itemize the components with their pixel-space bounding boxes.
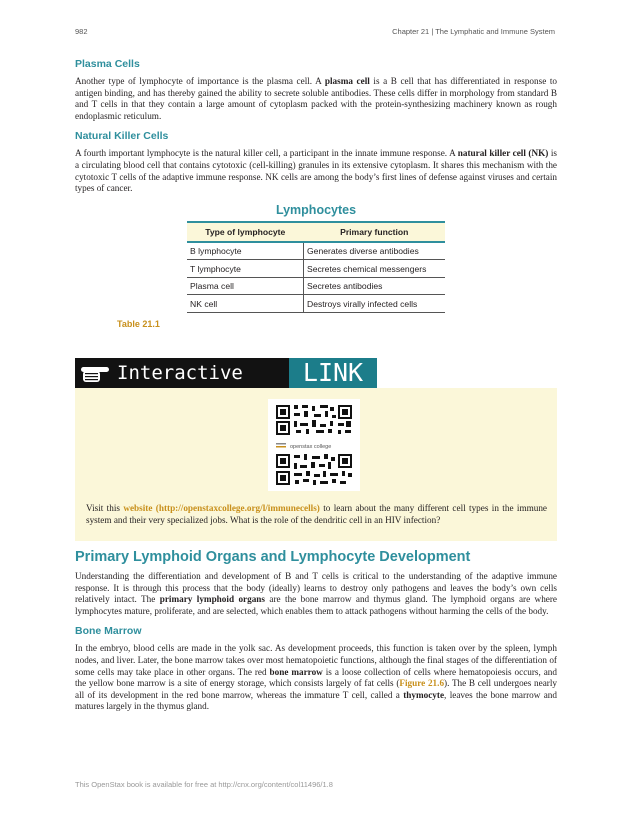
table-row: [187, 295, 445, 313]
table-cell: T lymphocyte: [187, 260, 304, 278]
interactive-word: Interactive: [117, 362, 243, 384]
table-row: [187, 242, 445, 260]
table-cell: NK cell: [187, 295, 304, 313]
lower-content: [75, 549, 557, 721]
table-cell: Generates diverse antibodies: [304, 242, 446, 260]
interactive-link-banner: [75, 358, 377, 388]
interactive-link-text: Visit this website (http://openstaxcollege.org/l/immunecells) to learn about the many different cell types in the immune system and their very specialized jobs. What is the role of the dendritic cell in an HIV infection?: [86, 503, 548, 525]
lymphocytes-table-block: [117, 202, 445, 329]
plasma-cells-heading: Plasma Cells: [75, 58, 140, 70]
link-word: LINK: [289, 358, 377, 388]
plasma-cells-paragraph: Another type of lymphocyte of importance is the plasma cell. A plasma cell is a B cell that has differentiated in response to antigen binding, and has thereby gained the ability to secrete soluble antibodies. These cells differ in morphology from standard B and T cells in that they contain a large amount of cytoplasm packed with the protein-synthesizing machinery known as rough endoplasmic reticulum.: [75, 76, 557, 121]
qr-code-block[interactable]: [268, 399, 360, 491]
chapter-title: Chapter 21 | The Lymphatic and Immune System: [392, 27, 555, 36]
table-row: [187, 260, 445, 278]
primary-lymphoid-heading: Primary Lymphoid Organs and Lymphocyte Development: [75, 549, 471, 565]
table-cell: Destroys virally infected cells: [304, 295, 446, 313]
qr-code-icon: [268, 399, 360, 491]
interactive-label-block: [75, 358, 289, 388]
upper-content: [75, 58, 557, 329]
pointing-hand-icon: [75, 358, 115, 388]
lymphocytes-table: [187, 221, 445, 313]
figure-link[interactable]: Figure 21.6: [399, 678, 445, 689]
table-cell: B lymphocyte: [187, 242, 304, 260]
nk-cells-heading: Natural Killer Cells: [75, 130, 169, 143]
website-link[interactable]: website (http://openstaxcollege.org/l/immunecells): [123, 503, 320, 513]
bone-marrow-heading: Bone Marrow: [75, 625, 142, 638]
nk-cells-paragraph: A fourth important lymphocyte is the natural killer cell, a participant in the innate immune response. A natural killer cell (NK) is a circulating blood cell that contains cytotoxic (cell-killing) granules in its extensive cytoplasm. It shares this mechanism with the cytotoxic T cells of the adaptive immune response. NK cells are among the body’s first lines of defense against viruses and certain types of cancer.: [75, 148, 557, 194]
table-cell: Secretes antibodies: [304, 277, 446, 295]
table-cell: Plasma cell: [187, 277, 304, 295]
primary-lymphoid-paragraph: Understanding the differentiation and development of B and T cells is critical to the understanding of the adaptive immune response. It is through this process that the body (ideally) learns to destroy only pathogens and leaves the body’s own cells relatively intact. The primary lymphoid organs are the bone marrow and thymus gland. The lymphoid organs are where lymphocytes mature, proliferate, and are selected, which enables them to attack pathogens without harming the cells of the body.: [75, 571, 558, 616]
page-footer: This OpenStax book is available for free at http://cnx.org/content/col11496/1.8: [75, 780, 333, 789]
table-title: Lymphocytes: [275, 202, 357, 217]
table-caption: Table 21.1: [117, 318, 160, 329]
column-header-function: Primary function: [304, 222, 446, 242]
table-row: [187, 277, 445, 295]
column-header-type: Type of lymphocyte: [187, 222, 304, 242]
table-cell: Secretes chemical messengers: [304, 260, 446, 278]
bone-marrow-paragraph: In the embryo, blood cells are made in the yolk sac. As development proceeds, this function is taken over by the spleen, lymph nodes, and liver. Later, the bone marrow takes over most hematopoietic functions, although the final stages of the differentiation of some cells may take place in other organs. The red bone marrow is a loose collection of cells where hematopoiesis occurs, and the yellow bone marrow is a site of energy storage, which consists largely of fat cells (Figure 21.6). The B cell undergoes nearly all of its development in the red bone marrow, whereas the immature T cell, called a thymocyte, leaves the bone marrow and matures largely in the thymus gland.: [75, 643, 557, 712]
page-number: 982: [75, 27, 88, 36]
svg-text:openstax college: openstax college: [290, 444, 332, 450]
